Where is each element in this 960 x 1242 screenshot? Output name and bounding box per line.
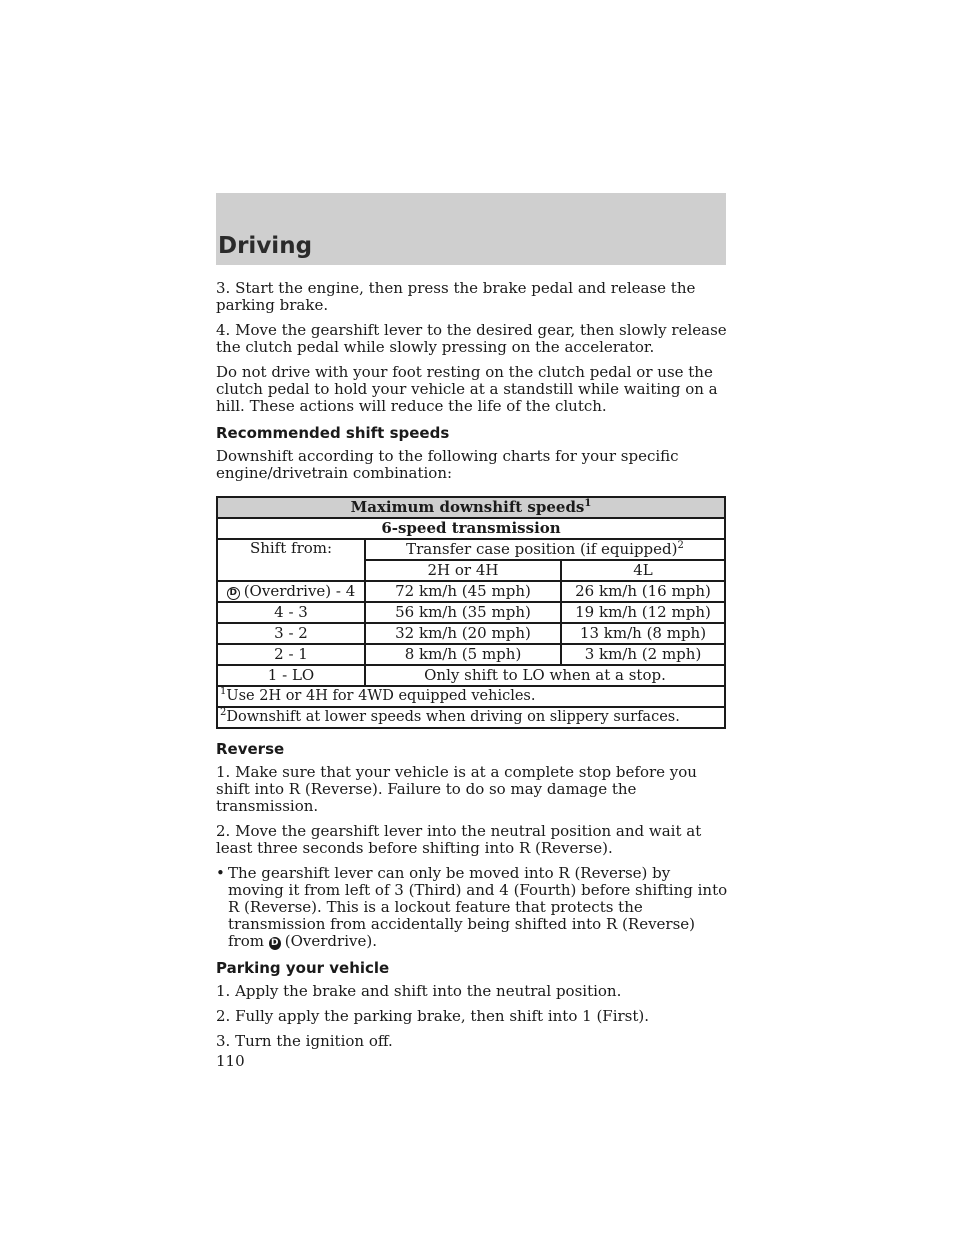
paragraph: 3. Start the engine, then press the brake pedal and release the parking brake. (216, 279, 696, 314)
paragraph: 2. Move the gearshift lever into the neutral position and wait at least three seconds before shifting into R (Reverse). (216, 822, 702, 857)
bullet-end-text: (Overdrive). (284, 932, 377, 950)
shift-from-text: 3 - 2 (217, 623, 365, 644)
shift-from-text: (Overdrive) - 4 (243, 582, 356, 600)
shift-from-text: 4 - 3 (217, 602, 365, 623)
lo-instruction: Only shift to LO when at a stop. (365, 665, 725, 686)
speed-2h4h: 8 km/h (5 mph) (365, 644, 561, 665)
bullet-symbol: • (216, 864, 225, 882)
speed-2h4h: 32 km/h (20 mph) (365, 623, 561, 644)
reverse-heading: Reverse (216, 740, 285, 758)
page-number: 110 (216, 1052, 245, 1070)
table-title: Maximum downshift speeds (350, 498, 585, 516)
paragraph: 1. Make sure that your vehicle is at a complete stop before you shift into R (Reverse). Failure to do so may damage the transmission. (216, 763, 697, 815)
speed-2h4h: 72 km/h (45 mph) (365, 581, 561, 602)
parking-heading: Parking your vehicle (216, 959, 390, 977)
bullet-content (228, 865, 728, 950)
footnote-text: Downshift at lower speeds when driving on slippery surfaces. (226, 709, 680, 725)
downshift-table (216, 496, 726, 729)
recommended-heading: Recommended shift speeds (216, 424, 450, 442)
paragraph: 3. Turn the ignition off. (216, 1032, 393, 1050)
bullet-text: The gearshift lever can only be moved into R (Reverse) by moving it from left of 3 (Third) and 4 (Fourth) before shifting into R (Reverse). This is a lockout feature that protects the transmission from accidentally being shifted into R (Reverse) from (228, 864, 728, 950)
overdrive-icon: D (269, 937, 281, 950)
table-row (217, 665, 725, 686)
table-subtitle: 6-speed transmission (217, 518, 725, 539)
overdrive-icon: D (227, 587, 240, 600)
section-title: Driving (218, 233, 313, 259)
column-header-4l: 4L (561, 560, 725, 581)
footnote-text: Use 2H or 4H for 4WD equipped vehicles. (226, 688, 536, 704)
footnote-marker: 2 (677, 540, 684, 551)
transfer-case-cell (365, 539, 725, 560)
paragraph: 4. Move the gearshift lever to the desired gear, then slowly release the clutch pedal while slowly pressing on the accelerator. (216, 321, 727, 356)
table-row (217, 581, 725, 602)
speed-4l: 19 km/h (12 mph) (561, 602, 725, 623)
table-row (217, 623, 725, 644)
speed-4l: 3 km/h (2 mph) (561, 644, 725, 665)
list-item (216, 865, 728, 950)
paragraph: Do not drive with your foot resting on the clutch pedal or use the clutch pedal to hold your vehicle at a standstill while waiting on a hill. These actions will reduce the life of the clutch. (216, 363, 718, 415)
paragraph: 1. Apply the brake and shift into the neutral position. (216, 982, 622, 1000)
footnote-number: 2 (220, 707, 227, 719)
column-header-2h4h: 2H or 4H (365, 560, 561, 581)
footnote-1 (217, 686, 725, 707)
page-content (216, 280, 728, 1058)
paragraph: 2. Fully apply the parking brake, then shift into 1 (First). (216, 1007, 650, 1025)
speed-4l: 13 km/h (8 mph) (561, 623, 725, 644)
footnote-marker: 1 (584, 498, 592, 509)
transfer-case-label: Transfer case position (if equipped) (406, 540, 678, 558)
footnote-2 (217, 707, 725, 728)
shift-from-label: Shift from: (217, 539, 365, 581)
footnote-number: 1 (220, 686, 227, 698)
table-row (217, 644, 725, 665)
table-row (217, 602, 725, 623)
table-title-cell (217, 497, 725, 518)
shift-from-text: 1 - LO (217, 665, 365, 686)
shift-from-text: 2 - 1 (217, 644, 365, 665)
shift-from-cell (217, 581, 365, 602)
speed-4l: 26 km/h (16 mph) (561, 581, 725, 602)
speed-2h4h: 56 km/h (35 mph) (365, 602, 561, 623)
recommended-intro: Downshift according to the following charts for your specific engine/drivetrain combination: (216, 447, 679, 482)
